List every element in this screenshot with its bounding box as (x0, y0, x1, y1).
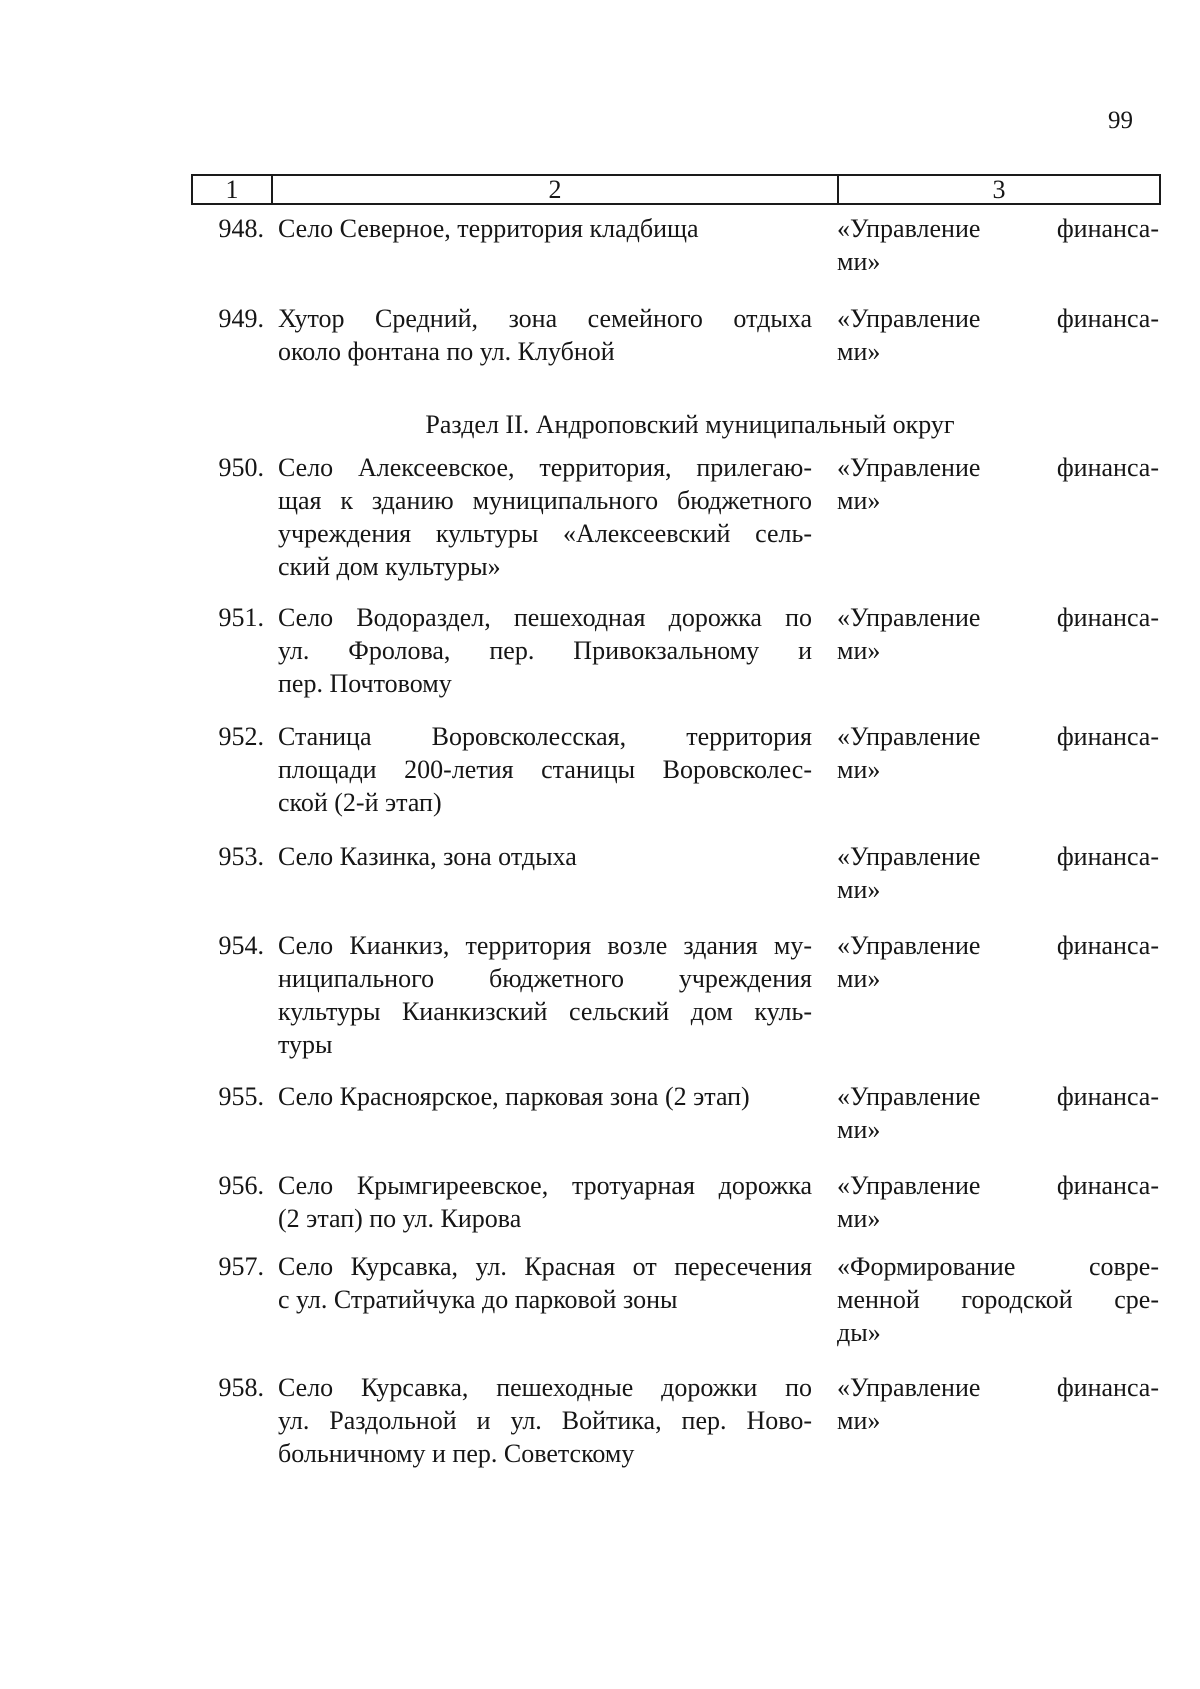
description-line: щая к зданию муниципального бюджетного (278, 486, 812, 515)
description-line: ул. Фролова, пер. Привокзальному и (278, 636, 812, 665)
description-line: культуры Кианкизский сельский дом куль- (278, 997, 812, 1026)
program-line: ми» (837, 337, 881, 366)
description-line: больничному и пер. Советскому (278, 1439, 635, 1468)
row-description (278, 929, 812, 1061)
description-line: ский дом культуры» (278, 552, 501, 581)
header-cell-3: 3 (992, 175, 1006, 204)
description-line: Село Крымгиреевское, тротуарная дорожка (278, 1171, 812, 1200)
program-line: ми» (837, 1204, 881, 1233)
program-line: «Управление финанса- (837, 931, 1159, 960)
description-line: Село Красноярское, парковая зона (2 этап) (278, 1082, 750, 1111)
row-number: 951. (218, 603, 264, 632)
header-cell-2: 2 (273, 176, 839, 203)
row-program (837, 1250, 1159, 1349)
program-line: «Управление финанса- (837, 1082, 1159, 1111)
row-number: 957. (218, 1252, 264, 1281)
row-program (837, 929, 1159, 995)
row-description (278, 1250, 812, 1316)
description-line: ской (2-й этап) (278, 788, 442, 817)
row-description (278, 212, 812, 245)
program-line: ды» (837, 1318, 881, 1347)
row-program (837, 451, 1159, 517)
row-description (278, 302, 812, 368)
description-line: пер. Почтовому (278, 669, 452, 698)
row-program (837, 1169, 1159, 1235)
program-line: «Управление финанса- (837, 842, 1159, 871)
row-number: 949. (218, 304, 264, 333)
description-line: (2 этап) по ул. Кирова (278, 1204, 522, 1233)
header-cell-1: 1 (193, 176, 273, 203)
program-line: ми» (837, 636, 881, 665)
program-line: «Управление финанса- (837, 214, 1159, 243)
description-line: учреждения культуры «Алексеевский сель- (278, 519, 812, 548)
description-line: Станица Воровсколесская, территория (278, 722, 812, 751)
row-description (278, 1371, 812, 1470)
program-line: «Управление финанса- (837, 453, 1159, 482)
description-line: Село Казинка, зона отдыха (278, 842, 577, 871)
row-number: 955. (218, 1082, 264, 1111)
description-line: Село Кианкиз, территория возле здания му- (278, 931, 812, 960)
program-line: ми» (837, 964, 881, 993)
program-line: ми» (837, 486, 881, 515)
row-number: 953. (218, 842, 264, 871)
description-line: Село Алексеевское, территория, прилегаю- (278, 453, 812, 482)
row-program (837, 302, 1159, 368)
row-number: 954. (218, 931, 264, 960)
row-description (278, 1080, 812, 1113)
description-line: Село Северное, территория кладбища (278, 214, 699, 243)
description-line: с ул. Стратийчука до парковой зоны (278, 1285, 678, 1314)
row-program (837, 1080, 1159, 1146)
page-number: 99 (1108, 107, 1133, 134)
program-line: ми» (837, 875, 881, 904)
description-line: Село Водораздел, пешеходная дорожка по (278, 603, 812, 632)
description-line: площади 200-летия станицы Воровсколес- (278, 755, 812, 784)
description-line: туры (278, 1030, 333, 1059)
row-number: 950. (218, 453, 264, 482)
program-line: «Управление финанса- (837, 722, 1159, 751)
description-line: ниципального бюджетного учреждения (278, 964, 812, 993)
row-program (837, 840, 1159, 906)
program-line: «Формирование совре- (837, 1252, 1159, 1281)
row-program (837, 720, 1159, 786)
program-line: «Управление финанса- (837, 603, 1159, 632)
description-line: около фонтана по ул. Клубной (278, 337, 615, 366)
program-line: «Управление финанса- (837, 1373, 1159, 1402)
row-number: 958. (218, 1373, 264, 1402)
row-description (278, 720, 812, 819)
program-line: ми» (837, 1406, 881, 1435)
row-number: 952. (218, 722, 264, 751)
row-description (278, 451, 812, 583)
description-line: Село Курсавка, ул. Красная от пересечения (278, 1252, 812, 1281)
row-description (278, 601, 812, 700)
description-line: ул. Раздольной и ул. Войтика, пер. Ново- (278, 1406, 812, 1435)
program-line: «Управление финанса- (837, 304, 1159, 333)
row-description (278, 840, 812, 873)
program-line: ми» (837, 755, 881, 784)
program-line: ми» (837, 1115, 881, 1144)
row-number: 948. (218, 214, 264, 243)
row-number: 956. (218, 1171, 264, 1200)
description-line: Село Курсавка, пешеходные дорожки по (278, 1373, 812, 1402)
row-description (278, 1169, 812, 1235)
section-title: Раздел II. Андроповский муниципальный округ (425, 410, 955, 439)
row-program (837, 1371, 1159, 1437)
program-line: «Управление финанса- (837, 1171, 1159, 1200)
description-line: Хутор Средний, зона семейного отдыха (278, 304, 812, 333)
row-program (837, 601, 1159, 667)
program-line: ми» (837, 247, 881, 276)
program-line: менной городской сре- (837, 1285, 1159, 1314)
row-program (837, 212, 1159, 278)
